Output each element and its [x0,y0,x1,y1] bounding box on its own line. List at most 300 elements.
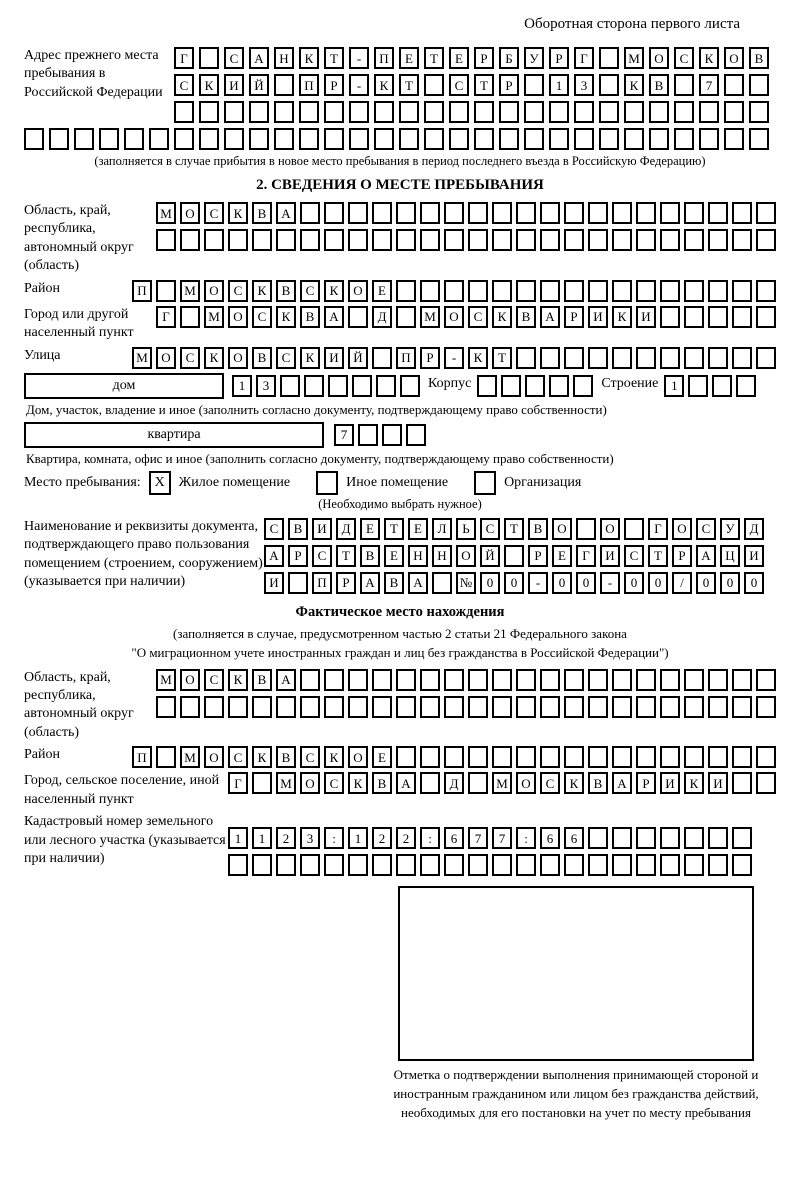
char-box[interactable]: Р [672,545,692,567]
char-box[interactable] [444,746,464,768]
char-box[interactable] [300,202,320,224]
char-box[interactable] [516,854,536,876]
char-box[interactable]: О [204,280,224,302]
char-box[interactable]: К [276,306,296,328]
char-box[interactable] [576,518,596,540]
char-box[interactable]: Б [499,47,519,69]
char-box[interactable]: 1 [228,827,248,849]
char-box[interactable] [588,229,608,251]
char-box[interactable] [564,854,584,876]
char-box[interactable] [420,772,440,794]
char-box[interactable] [224,128,244,150]
char-box[interactable] [324,854,344,876]
char-box[interactable] [732,827,752,849]
char-box[interactable] [324,669,344,691]
char-box[interactable]: А [249,47,269,69]
char-box[interactable] [588,280,608,302]
char-box[interactable]: 1 [549,74,569,96]
char-box[interactable] [660,347,680,369]
char-box[interactable] [612,854,632,876]
char-box[interactable]: В [252,669,272,691]
char-box[interactable]: - [349,47,369,69]
char-box[interactable]: В [749,47,769,69]
char-box[interactable]: 7 [334,424,354,446]
char-box[interactable] [708,854,728,876]
char-box[interactable] [732,229,752,251]
char-box[interactable]: В [384,572,404,594]
char-box[interactable] [372,202,392,224]
char-box[interactable] [274,101,294,123]
char-box[interactable] [660,306,680,328]
char-box[interactable] [573,375,593,397]
char-box[interactable] [516,696,536,718]
char-box[interactable]: 0 [552,572,572,594]
char-box[interactable] [660,669,680,691]
char-box[interactable] [588,347,608,369]
char-box[interactable] [252,772,272,794]
char-box[interactable] [599,74,619,96]
char-box[interactable] [540,854,560,876]
char-box[interactable] [612,202,632,224]
char-box[interactable]: Г [574,47,594,69]
char-box[interactable] [684,347,704,369]
char-box[interactable] [424,128,444,150]
char-box[interactable] [732,306,752,328]
char-box[interactable]: И [636,306,656,328]
char-box[interactable] [724,101,744,123]
char-box[interactable] [574,128,594,150]
char-box[interactable] [674,128,694,150]
char-box[interactable] [516,669,536,691]
char-box[interactable] [612,827,632,849]
char-box[interactable]: А [324,306,344,328]
char-box[interactable]: У [720,518,740,540]
char-box[interactable]: С [674,47,694,69]
char-box[interactable] [280,375,300,397]
char-box[interactable] [684,854,704,876]
char-box[interactable] [524,101,544,123]
char-box[interactable]: В [372,772,392,794]
char-box[interactable] [349,101,369,123]
char-box[interactable]: Н [408,545,428,567]
char-box[interactable]: Г [576,545,596,567]
char-box[interactable] [424,74,444,96]
char-box[interactable] [399,101,419,123]
char-box[interactable]: Р [420,347,440,369]
char-box[interactable] [636,229,656,251]
char-box[interactable]: 7 [468,827,488,849]
char-box[interactable] [708,696,728,718]
char-box[interactable]: А [612,772,632,794]
char-box[interactable]: В [649,74,669,96]
char-box[interactable] [660,827,680,849]
char-box[interactable] [660,746,680,768]
char-box[interactable]: О [552,518,572,540]
char-box[interactable]: Г [228,772,248,794]
char-box[interactable]: О [156,347,176,369]
char-box[interactable] [660,202,680,224]
char-box[interactable] [564,229,584,251]
char-box[interactable]: С [252,306,272,328]
char-box[interactable] [300,229,320,251]
char-box[interactable]: И [660,772,680,794]
char-box[interactable] [564,669,584,691]
char-box[interactable] [468,696,488,718]
char-box[interactable] [516,746,536,768]
char-box[interactable] [174,101,194,123]
char-box[interactable]: Е [408,518,428,540]
char-box[interactable] [588,746,608,768]
char-box[interactable]: : [324,827,344,849]
char-box[interactable] [474,128,494,150]
char-box[interactable]: 7 [492,827,512,849]
char-box[interactable]: 3 [300,827,320,849]
char-box[interactable] [468,280,488,302]
char-box[interactable]: О [649,47,669,69]
char-box[interactable] [74,128,94,150]
char-box[interactable] [348,202,368,224]
char-box[interactable] [749,101,769,123]
char-box[interactable]: Й [249,74,269,96]
char-box[interactable] [708,746,728,768]
char-box[interactable] [492,202,512,224]
char-box[interactable] [348,306,368,328]
char-box[interactable]: 2 [276,827,296,849]
char-box[interactable] [204,229,224,251]
char-box[interactable] [699,101,719,123]
char-box[interactable]: 7 [699,74,719,96]
char-box[interactable] [276,696,296,718]
char-box[interactable] [396,306,416,328]
char-box[interactable] [199,128,219,150]
char-box[interactable]: О [180,669,200,691]
char-box[interactable]: В [588,772,608,794]
char-box[interactable] [328,375,348,397]
char-box[interactable]: 2 [372,827,392,849]
char-box[interactable] [324,202,344,224]
char-box[interactable] [501,375,521,397]
char-box[interactable]: Т [492,347,512,369]
char-box[interactable]: К [468,347,488,369]
char-box[interactable] [224,101,244,123]
char-box[interactable] [274,74,294,96]
char-box[interactable]: С [300,746,320,768]
char-box[interactable] [636,280,656,302]
char-box[interactable]: У [524,47,544,69]
char-box[interactable] [252,696,272,718]
char-box[interactable]: Ц [720,545,740,567]
char-box[interactable] [174,128,194,150]
char-box[interactable] [708,202,728,224]
char-box[interactable] [732,772,752,794]
char-box[interactable]: А [396,772,416,794]
char-box[interactable]: В [300,306,320,328]
char-box[interactable] [420,746,440,768]
char-box[interactable]: С [228,746,248,768]
char-box[interactable] [396,280,416,302]
char-box[interactable]: К [684,772,704,794]
char-box[interactable]: А [360,572,380,594]
char-box[interactable] [199,47,219,69]
char-box[interactable] [756,347,776,369]
char-box[interactable]: К [199,74,219,96]
char-box[interactable] [540,202,560,224]
char-box[interactable]: О [672,518,692,540]
char-box[interactable] [420,854,440,876]
char-box[interactable] [444,669,464,691]
char-box[interactable] [400,375,420,397]
char-box[interactable] [348,854,368,876]
char-box[interactable] [516,229,536,251]
char-box[interactable] [382,424,402,446]
char-box[interactable] [660,854,680,876]
char-box[interactable] [708,827,728,849]
char-box[interactable]: Т [324,47,344,69]
char-box[interactable]: С [312,545,332,567]
char-box[interactable]: А [264,545,284,567]
char-box[interactable]: Т [648,545,668,567]
char-box[interactable] [156,746,176,768]
char-box[interactable]: С [264,518,284,540]
char-box[interactable]: О [348,280,368,302]
char-box[interactable] [564,202,584,224]
char-box[interactable]: С [540,772,560,794]
char-box[interactable]: А [696,545,716,567]
char-box[interactable]: Т [424,47,444,69]
char-box[interactable]: Й [480,545,500,567]
char-box[interactable] [540,696,560,718]
char-box[interactable]: П [396,347,416,369]
char-box[interactable] [674,101,694,123]
char-box[interactable] [516,202,536,224]
char-box[interactable]: 1 [348,827,368,849]
char-box[interactable]: А [276,202,296,224]
char-box[interactable] [736,375,756,397]
char-box[interactable] [732,202,752,224]
char-box[interactable]: 0 [696,572,716,594]
checkbox-inoe-pomeshchenie[interactable] [316,471,338,495]
char-box[interactable] [324,696,344,718]
char-box[interactable]: О [180,202,200,224]
char-box[interactable] [540,669,560,691]
char-box[interactable] [636,696,656,718]
char-box[interactable] [684,827,704,849]
char-box[interactable]: А [276,669,296,691]
char-box[interactable] [352,375,372,397]
char-box[interactable]: Е [372,280,392,302]
char-box[interactable]: Е [552,545,572,567]
char-box[interactable]: Р [636,772,656,794]
char-box[interactable] [540,280,560,302]
char-box[interactable]: 0 [624,572,644,594]
char-box[interactable]: С [624,545,644,567]
char-box[interactable]: С [468,306,488,328]
char-box[interactable] [420,669,440,691]
char-box[interactable] [204,696,224,718]
char-box[interactable] [612,347,632,369]
char-box[interactable]: В [252,347,272,369]
char-box[interactable] [624,518,644,540]
char-box[interactable] [732,854,752,876]
char-box[interactable] [612,280,632,302]
char-box[interactable] [180,306,200,328]
char-box[interactable] [477,375,497,397]
char-box[interactable]: И [264,572,284,594]
char-box[interactable] [300,696,320,718]
char-box[interactable] [756,669,776,691]
char-box[interactable] [374,101,394,123]
char-box[interactable] [492,280,512,302]
char-box[interactable] [304,375,324,397]
char-box[interactable] [149,128,169,150]
char-box[interactable] [588,854,608,876]
char-box[interactable]: О [516,772,536,794]
char-box[interactable]: И [744,545,764,567]
char-box[interactable]: М [156,669,176,691]
char-box[interactable] [358,424,378,446]
char-box[interactable]: Р [549,47,569,69]
char-box[interactable] [492,854,512,876]
char-box[interactable] [276,854,296,876]
char-box[interactable] [468,854,488,876]
char-box[interactable] [349,128,369,150]
char-box[interactable] [420,280,440,302]
char-box[interactable] [348,229,368,251]
char-box[interactable]: Т [474,74,494,96]
char-box[interactable] [99,128,119,150]
char-box[interactable] [124,128,144,150]
char-box[interactable]: М [132,347,152,369]
char-box[interactable] [549,128,569,150]
char-box[interactable]: О [724,47,744,69]
char-box[interactable]: О [348,746,368,768]
char-box[interactable] [749,128,769,150]
char-box[interactable] [156,229,176,251]
char-box[interactable] [372,347,392,369]
char-box[interactable]: Е [372,746,392,768]
char-box[interactable]: Р [288,545,308,567]
char-box[interactable]: - [600,572,620,594]
char-box[interactable] [588,696,608,718]
char-box[interactable]: С [276,347,296,369]
char-box[interactable] [474,101,494,123]
char-box[interactable] [624,101,644,123]
char-box[interactable]: Ь [456,518,476,540]
char-box[interactable] [492,669,512,691]
char-box[interactable] [649,101,669,123]
char-box[interactable] [468,746,488,768]
char-box[interactable] [684,669,704,691]
char-box[interactable] [674,74,694,96]
char-box[interactable] [249,128,269,150]
char-box[interactable]: О [204,746,224,768]
char-box[interactable]: К [564,772,584,794]
char-box[interactable]: П [312,572,332,594]
char-box[interactable]: Л [432,518,452,540]
char-box[interactable] [449,101,469,123]
char-box[interactable] [444,280,464,302]
char-box[interactable] [324,128,344,150]
char-box[interactable]: К [204,347,224,369]
char-box[interactable] [749,74,769,96]
char-box[interactable]: Р [499,74,519,96]
char-box[interactable] [180,696,200,718]
char-box[interactable] [396,746,416,768]
char-box[interactable] [549,375,569,397]
char-box[interactable]: : [420,827,440,849]
char-box[interactable]: В [516,306,536,328]
char-box[interactable]: Й [348,347,368,369]
char-box[interactable] [636,746,656,768]
char-box[interactable] [399,128,419,150]
char-box[interactable] [549,101,569,123]
char-box[interactable] [444,229,464,251]
char-box[interactable]: И [312,518,332,540]
char-box[interactable] [468,202,488,224]
char-box[interactable]: А [408,572,428,594]
char-box[interactable] [624,128,644,150]
char-box[interactable]: В [276,280,296,302]
char-box[interactable] [449,128,469,150]
char-box[interactable]: К [300,347,320,369]
char-box[interactable]: В [528,518,548,540]
char-box[interactable] [564,347,584,369]
char-box[interactable] [444,854,464,876]
char-box[interactable]: С [204,669,224,691]
char-box[interactable] [612,696,632,718]
char-box[interactable] [564,746,584,768]
char-box[interactable] [732,347,752,369]
char-box[interactable]: Р [336,572,356,594]
char-box[interactable] [684,696,704,718]
char-box[interactable]: И [600,545,620,567]
char-box[interactable]: С [696,518,716,540]
char-box[interactable] [492,696,512,718]
char-box[interactable]: С [449,74,469,96]
char-box[interactable] [324,229,344,251]
char-box[interactable] [636,202,656,224]
char-box[interactable]: Г [174,47,194,69]
char-box[interactable] [708,669,728,691]
char-box[interactable] [372,854,392,876]
char-box[interactable] [516,280,536,302]
char-box[interactable] [684,306,704,328]
char-box[interactable] [504,545,524,567]
char-box[interactable]: Е [360,518,380,540]
char-box[interactable]: / [672,572,692,594]
char-box[interactable] [724,128,744,150]
char-box[interactable] [516,347,536,369]
char-box[interactable] [756,746,776,768]
char-box[interactable]: П [374,47,394,69]
char-box[interactable]: К [348,772,368,794]
char-box[interactable]: К [252,746,272,768]
char-box[interactable]: К [228,202,248,224]
char-box[interactable] [468,772,488,794]
char-box[interactable] [324,101,344,123]
char-box[interactable] [348,696,368,718]
char-box[interactable] [684,280,704,302]
char-box[interactable] [756,280,776,302]
char-box[interactable] [649,128,669,150]
char-box[interactable]: К [252,280,272,302]
char-box[interactable]: М [180,280,200,302]
char-box[interactable]: К [624,74,644,96]
char-box[interactable] [708,306,728,328]
char-box[interactable] [636,669,656,691]
char-box[interactable] [374,128,394,150]
char-box[interactable] [756,772,776,794]
